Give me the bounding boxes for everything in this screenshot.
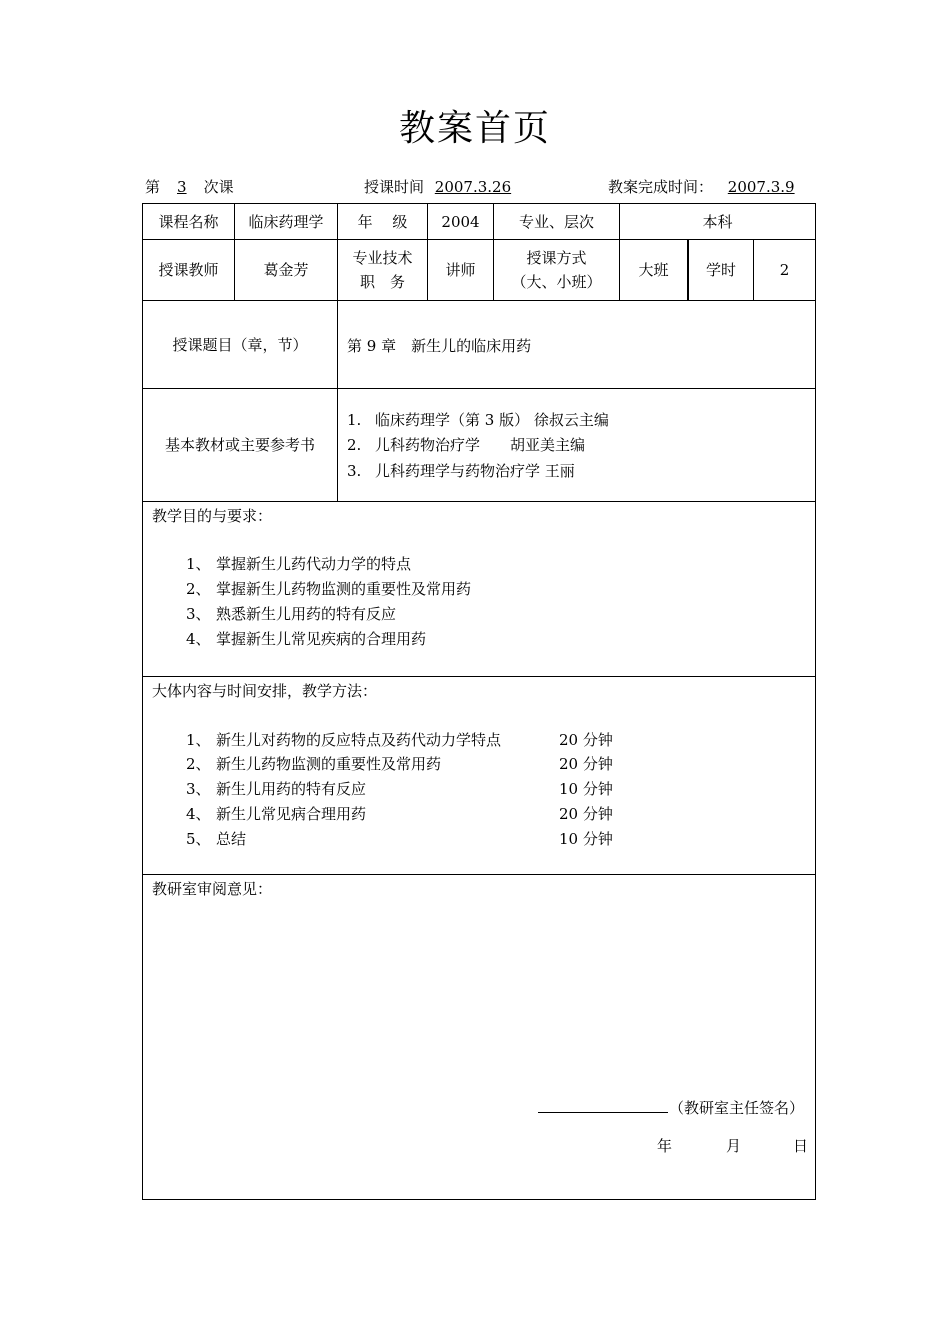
content-time: 20 分钟: [559, 755, 613, 773]
textbook-item: [347, 409, 609, 430]
objective-text: 掌握新生儿药代动力学的特点: [216, 555, 412, 573]
content-heading: 大体内容与时间安排，教学方法：: [152, 682, 378, 700]
objective-number: 3、: [186, 605, 211, 623]
content-item: [186, 778, 366, 799]
professional-title-value: 讲师: [445, 261, 476, 279]
objective-item: [186, 628, 426, 649]
teaching-mode-label-line2: （大、小班）: [511, 273, 602, 291]
objective-item: [186, 603, 396, 624]
teach-time-line: [364, 176, 525, 197]
objectives-heading: 教学目的与要求：: [152, 507, 273, 525]
content-time: 20 分钟: [559, 805, 613, 823]
teaching-mode-value: 大班: [638, 261, 669, 279]
textbook-text: 儿科药物治疗学 胡亚美主编: [375, 436, 586, 454]
grade-label: 年 级: [357, 212, 408, 231]
hours-label: 学时: [705, 261, 736, 279]
objective-item: [186, 578, 471, 599]
professional-title-label: [338, 240, 427, 300]
objective-item: [186, 553, 411, 574]
content-number: 1、: [186, 731, 211, 749]
content-time: 20 分钟: [559, 731, 613, 749]
textbook-item: [347, 460, 575, 481]
complete-time-label: 教案完成时间：: [608, 178, 714, 196]
teach-time-label: 授课时间: [364, 178, 425, 196]
teaching-mode-label: [494, 240, 619, 300]
content-item: [186, 803, 366, 824]
content-time: 10 分钟: [559, 780, 613, 798]
teacher-value: 葛金芳: [263, 261, 309, 279]
professional-title-label-line2: 职 务: [359, 273, 405, 291]
content-item: [186, 828, 246, 849]
course-name-label: 课程名称: [158, 212, 219, 231]
lesson-prefix: 第: [145, 178, 161, 196]
lesson-number-line: [145, 176, 234, 197]
complete-time-value: 2007.3.9: [727, 178, 795, 196]
textbook-label: 基本教材或主要参考书: [164, 436, 315, 454]
content-text: 新生儿药物监测的重要性及常用药: [216, 755, 442, 773]
topic-value: 第 9 章 新生儿的临床用药: [347, 337, 532, 355]
content-text: 新生儿对药物的反应特点及药代动力学特点: [216, 731, 502, 749]
objective-text: 掌握新生儿常见疾病的合理用药: [216, 630, 427, 648]
textbook-number: 1.: [347, 411, 362, 429]
lesson-number: 3: [177, 178, 187, 196]
topic-label: 授课题目（章，节）: [172, 335, 308, 354]
textbook-number: 2.: [347, 436, 362, 454]
major-level-label: 专业、层次: [518, 212, 594, 231]
objective-number: 1、: [186, 555, 211, 573]
signature-label: （教研室主任签名）: [669, 1099, 805, 1117]
textbook-number: 3.: [347, 462, 362, 480]
major-level-value: 本科: [702, 212, 733, 231]
professional-title-label-line1: 专业技术: [352, 249, 413, 267]
hours-value: 2: [779, 261, 790, 279]
content-text: 新生儿用药的特有反应: [216, 780, 367, 798]
teacher-label: 授课教师: [158, 261, 219, 279]
lesson-suffix: 次课: [203, 178, 234, 196]
content-item: [186, 753, 441, 774]
objective-number: 4、: [186, 630, 211, 648]
content-text: 新生儿常见病合理用药: [216, 805, 367, 823]
content-number: 5、: [186, 830, 211, 848]
grade-value: 2004: [441, 212, 480, 231]
review-heading: 教研室审阅意见：: [152, 880, 273, 898]
page-title: 教案首页: [398, 108, 551, 149]
teaching-mode-label-line1: 授课方式: [526, 249, 587, 267]
date-year: 年: [657, 1137, 673, 1155]
textbook-text: 儿科药理学与药物治疗学 王丽: [375, 462, 575, 480]
content-time: 10 分钟: [559, 830, 613, 848]
content-item: [186, 729, 501, 750]
objective-text: 掌握新生儿药物监测的重要性及常用药: [216, 580, 472, 598]
content-number: 2、: [186, 755, 211, 773]
objective-number: 2、: [186, 580, 211, 598]
date-day: 日: [793, 1137, 809, 1155]
complete-time-line: [608, 176, 801, 197]
content-text: 总结: [216, 830, 247, 848]
textbook-item: [347, 434, 585, 455]
signature-line: [538, 1112, 668, 1113]
course-name-value: 临床药理学: [248, 212, 324, 231]
date-month: 月: [726, 1137, 742, 1155]
content-number: 4、: [186, 805, 211, 823]
textbook-text: 临床药理学（第 3 版） 徐叔云主编: [375, 411, 609, 429]
teach-time-value: 2007.3.26: [434, 178, 512, 196]
content-number: 3、: [186, 780, 211, 798]
objective-text: 熟悉新生儿用药的特有反应: [216, 605, 397, 623]
